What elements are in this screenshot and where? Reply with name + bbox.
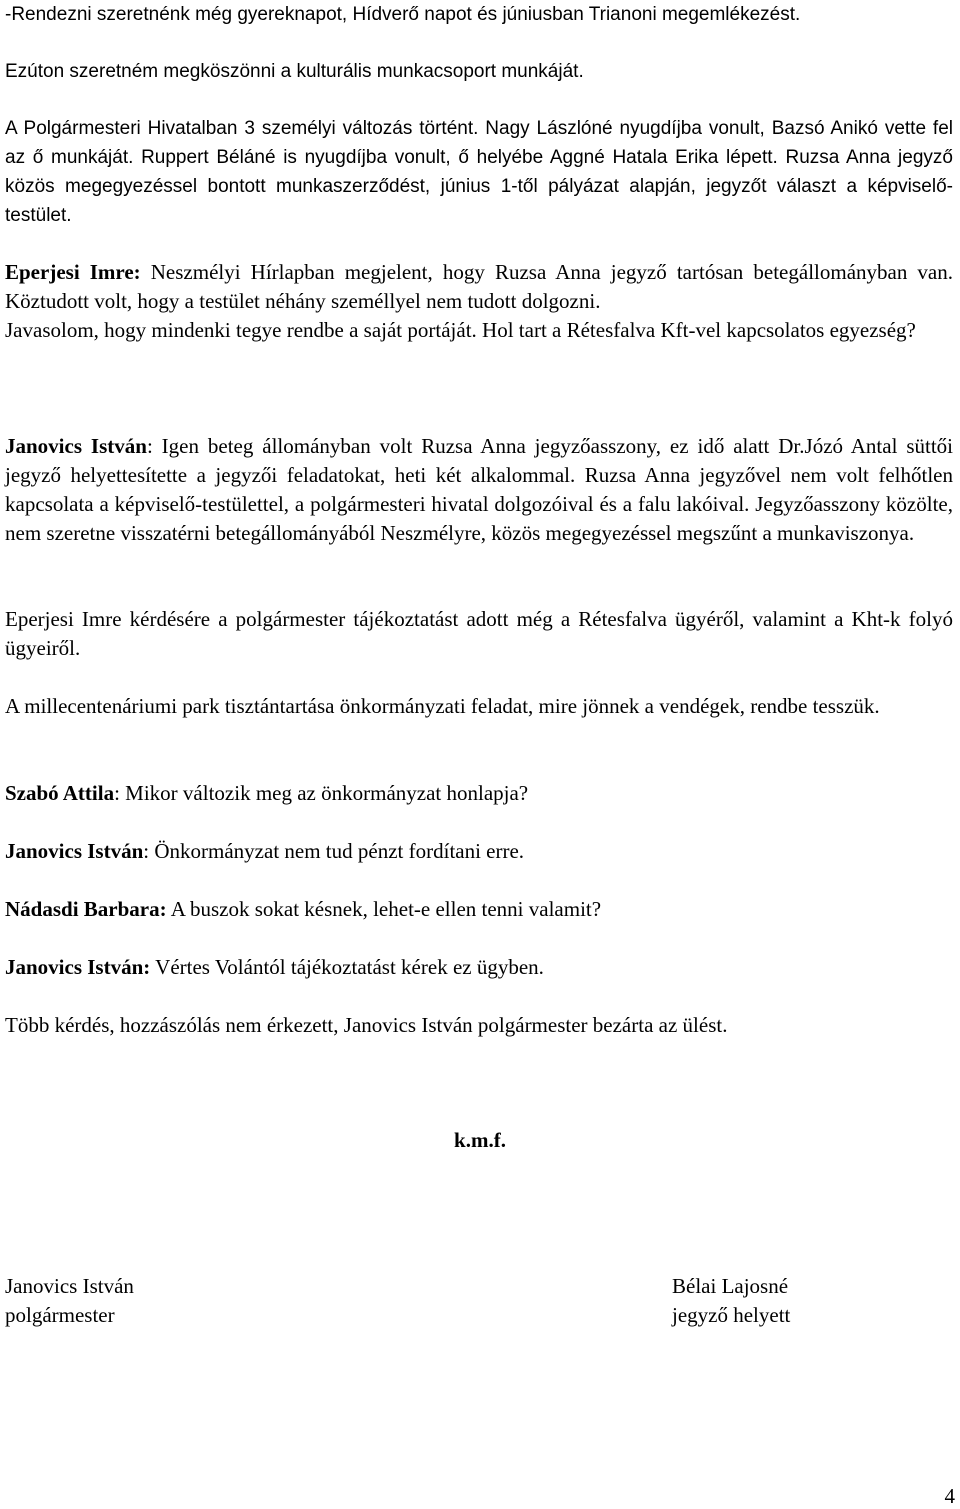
paragraph-mayor-answer xyxy=(5,432,953,548)
signature-left xyxy=(5,1272,134,1330)
paragraph-text: Eperjesi Imre kérdésére a polgármester tájékoztatást adott még a Rétesfalva ügyéről, valamint a Kht-k folyó ügyeiről. xyxy=(5,607,953,660)
question-bus xyxy=(5,895,953,924)
signature-name: Janovics István xyxy=(5,1274,134,1298)
speaker-name: Szabó Attila xyxy=(5,781,115,805)
speaker-text: Neszmélyi Hírlapban megjelent, hogy Ruzsa Anna jegyző tartósan betegállományban van. xyxy=(140,260,954,284)
paragraph-eperjesi-question xyxy=(5,258,953,345)
speaker-text: : Önkormányzat nem tud pénzt fordítani erre. xyxy=(143,839,525,863)
paragraph-closing xyxy=(5,1011,953,1040)
speaker-text-4: Hol tart a Rétesfalva Kft-vel kapcsolatos egyezség? xyxy=(476,318,916,342)
signature-name: Bélai Lajosné xyxy=(672,1274,789,1298)
speaker-text: : Igen beteg állományban volt Ruzsa Anna jegyzőasszony, ez idő alatt Dr.Józó Antal süttői jegyző helyettesítette a jegyzői feladatokat, heti két alkalommal. Ruzsa Anna jegyzővel nem volt felhőtlen kapcsolata a képviselő-testülettel, a polgármesteri hivatal dolgozóival és a falu lakóival. Jegyzőasszony közölte, nem szeretne visszatérni betegállományából Neszmélyre, közös megegyezéssel megszűnt a munkaviszonya. xyxy=(5,434,953,545)
speaker-name: Nádasdi Barbara: xyxy=(5,897,167,921)
speaker-text: : Mikor változik meg az önkormányzat honlapja? xyxy=(114,781,529,805)
answer-website xyxy=(5,837,953,866)
paragraph-text: Ezúton szeretném megköszönni a kulturális munkacsoport munkáját. xyxy=(5,61,584,82)
paragraph-text: A millecentenáriumi park tisztántartása önkormányzati feladat, mire jönnek a vendégek, rendbe tesszük. xyxy=(5,694,880,718)
speaker-text: Vértes Volántól tájékoztatást kérek ez ügyben. xyxy=(150,955,544,979)
page-number: 4 xyxy=(944,1484,955,1508)
speaker-text-2: Köztudott volt, hogy a testület néhány személlyel nem tudott dolgozni. xyxy=(5,289,601,313)
signature-title: jegyző helyett xyxy=(672,1303,791,1327)
speaker-text: A buszok sokat késnek, lehet-e ellen tenni valamit? xyxy=(166,897,602,921)
paragraph-text-notary: Ruzsa Anna jegyző közös megegyezéssel bontott munkaszerződést, június 1-től pályázat alapján, jegyzőt választ a képviselő-testület. xyxy=(5,147,953,226)
speaker-text-3: Javasolom, hogy mindenki tegye rendbe a saját portáját. xyxy=(5,318,477,342)
speaker-name: Eperjesi Imre: xyxy=(5,260,141,284)
answer-bus xyxy=(5,953,953,982)
paragraph-retesfalva-info xyxy=(5,605,953,663)
signature-right xyxy=(672,1272,790,1330)
paragraph-thanks xyxy=(5,57,953,86)
speaker-name: Janovics István xyxy=(5,839,144,863)
paragraph-text: -Rendezni szeretnénk még gyereknapot, Hídverő napot és júniusban Trianoni megemlékezést. xyxy=(5,4,801,25)
speaker-name: Janovics István xyxy=(5,434,147,458)
paragraph-park xyxy=(5,692,953,721)
speaker-name: Janovics István: xyxy=(5,955,151,979)
paragraph-text: A Polgármesteri Hivatalban 3 személyi változás történt. Nagy Lászlóné nyugdíjba vonult, Bazsó Anikó vette fel az ő munkáját. Ruppert Béláné is nyugdíjba vonult, ő helyébe Aggné Hatala Erika lépett. xyxy=(5,118,953,168)
signature-title: polgármester xyxy=(5,1303,115,1327)
paragraph-events xyxy=(5,0,953,29)
paragraph-personnel-changes xyxy=(5,114,953,230)
speaker-text-line xyxy=(5,316,953,345)
kmf-label: k.m.f. xyxy=(454,1128,506,1152)
question-website xyxy=(5,779,953,808)
paragraph-text: Több kérdés, hozzászólás nem érkezett, Janovics István polgármester bezárta az ülést. xyxy=(5,1013,728,1037)
